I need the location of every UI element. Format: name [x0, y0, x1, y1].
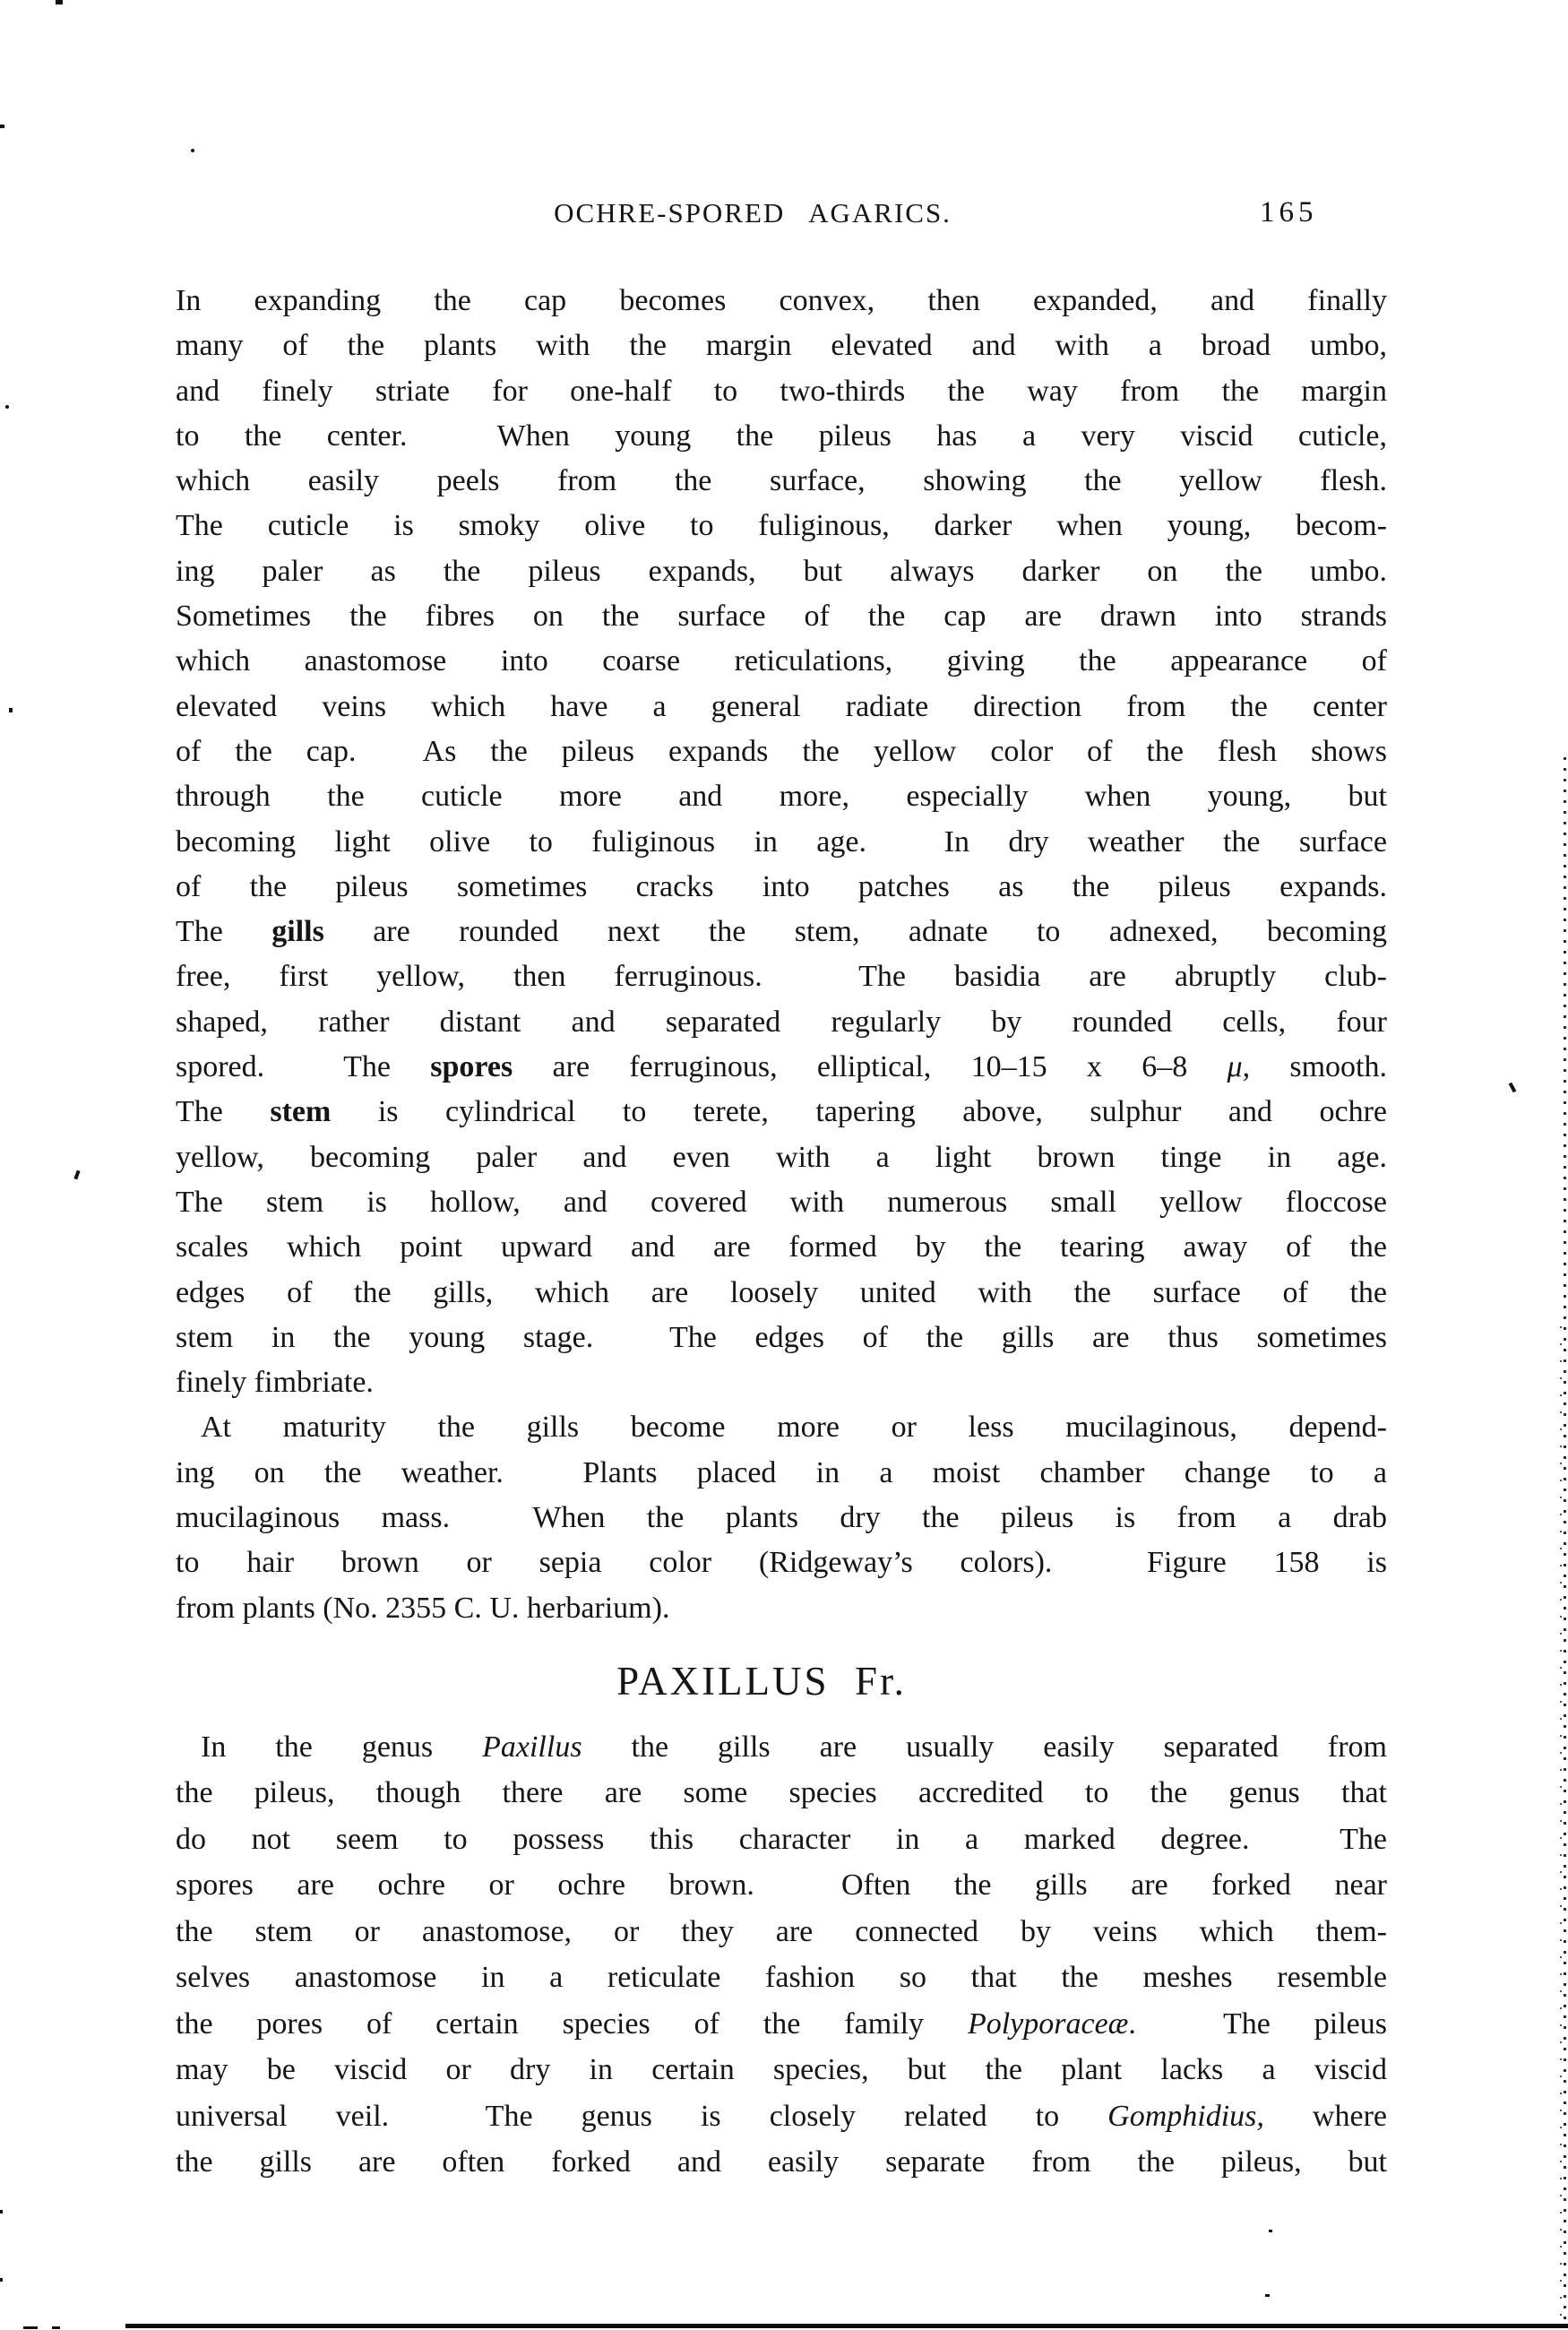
text-line: Sometimes the fibres on the surface of the cap are drawn into strands	[176, 600, 1387, 634]
text-line: At maturity the gills become more or less mucilaginous, depend-	[201, 1411, 1387, 1445]
page-number: 165	[1260, 196, 1318, 229]
text-line: and finely striate for one-half to two-thirds the way from the margin	[176, 374, 1387, 408]
text-line: many of the plants with the margin elevated and with a broad umbo,	[176, 329, 1387, 363]
paragraph-2	[176, 1405, 1387, 1630]
text-line: The gills are rounded next the stem, adnate to adnexed, becoming	[176, 915, 1387, 949]
text-line: stem in the young stage. The edges of the gills are thus sometimes	[176, 1320, 1387, 1354]
text-line: universal veil. The genus is closely related to Gomphidius, where	[176, 2099, 1387, 2133]
text-line: to the center. When young the pileus has a very viscid cuticle,	[176, 419, 1387, 453]
text-line: The stem is hollow, and covered with numerous small yellow floccose	[176, 1185, 1387, 1219]
text-line: ing paler as the pileus expands, but always darker on the umbo.	[176, 554, 1387, 588]
text-line: the pores of certain species of the family Polyporaceæ. The pileus	[176, 2006, 1387, 2041]
text-column	[176, 279, 1387, 2186]
text-line: to hair brown or sepia color (Ridgeway’s colors). Figure 158 is	[176, 1546, 1387, 1580]
scan-artifact	[1269, 2230, 1272, 2232]
text-line: of the pileus sometimes cracks into patches as the pileus expands.	[176, 869, 1387, 903]
text-line: through the cuticle more and more, especially when young, but	[176, 780, 1387, 814]
paragraph-3	[176, 1724, 1387, 2186]
scan-noise-column	[1564, 757, 1566, 2326]
text-line: In expanding the cap becomes convex, then expanded, and finally	[176, 284, 1387, 317]
text-line: elevated veins which have a general radiate direction from the center	[176, 689, 1387, 723]
section-heading: PAXILLUS Fr.	[616, 1658, 907, 1704]
scan-artifact	[56, 0, 63, 4]
text-line: from plants (No. 2355 C. U. herbarium).	[176, 1591, 670, 1625]
text-line: finely fimbriate.	[176, 1366, 374, 1400]
text-line: becoming light olive to fuliginous in age. In dry weather the surface	[176, 824, 1387, 859]
text-line: may be viscid or dry in certain species, but the plant lacks a viscid	[176, 2053, 1387, 2087]
text-line: mucilaginous mass. When the plants dry the pileus is from a drab	[176, 1501, 1387, 1535]
scan-artifact	[1265, 2294, 1270, 2297]
text-line: free, first yellow, then ferruginous. The basidia are abruptly club-	[176, 960, 1387, 994]
scan-artifact	[0, 2278, 3, 2282]
text-line: the stem or anastomose, or they are connected by veins which them-	[176, 1914, 1387, 1948]
scan-artifact	[0, 125, 4, 128]
text-line: selves anastomose in a reticulate fashion so that the meshes resemble	[176, 1961, 1387, 1995]
scan-artifact	[5, 405, 9, 409]
scan-artifact	[1509, 1083, 1517, 1093]
text-line: edges of the gills, which are loosely united with the surface of the	[176, 1275, 1387, 1309]
text-line: which easily peels from the surface, showing the yellow flesh.	[176, 464, 1387, 498]
bottom-scan-line	[125, 2324, 1568, 2328]
text-line: do not seem to possess this character in a marked degree. The	[176, 1822, 1387, 1856]
scan-noise-column	[1560, 1326, 1562, 2326]
text-line: of the cap. As the pileus expands the yellow color of the flesh shows	[176, 734, 1387, 768]
scan-artifact	[23, 2326, 38, 2329]
text-line: The cuticle is smoky olive to fuliginous, darker when young, becom-	[176, 509, 1387, 543]
running-header-title: OCHRE-SPORED AGARICS.	[554, 197, 952, 229]
text-line: yellow, becoming paler and even with a light brown tinge in age.	[176, 1140, 1387, 1174]
text-line: spores are ochre or ochre brown. Often the gills are forked near	[176, 1868, 1387, 1903]
scan-artifact	[73, 1170, 80, 1180]
text-line: In the genus Paxillus the gills are usually easily separated from	[201, 1730, 1387, 1764]
text-line: The stem is cylindrical to terete, tapering above, sulphur and ochre	[176, 1095, 1387, 1129]
scan-artifact	[191, 149, 194, 152]
text-line: the pileus, though there are some species accredited to the genus that	[176, 1776, 1387, 1810]
paragraph-1	[176, 279, 1387, 1405]
text-line: ing on the weather. Plants placed in a moist chamber change to a	[176, 1455, 1387, 1489]
scan-artifact	[52, 2326, 60, 2329]
text-line: the gills are often forked and easily separate from the pileus, but	[176, 2145, 1387, 2179]
text-line: spored. The spores are ferruginous, elliptical, 10–15 x 6–8 μ, smooth.	[176, 1050, 1387, 1084]
text-line: scales which point upward and are formed by the tearing away of the	[176, 1230, 1387, 1264]
text-line: shaped, rather distant and separated regularly by rounded cells, four	[176, 1005, 1387, 1039]
scan-artifact	[9, 708, 13, 712]
scan-artifact	[0, 2210, 3, 2214]
text-line: which anastomose into coarse reticulations, giving the appearance of	[176, 644, 1387, 678]
